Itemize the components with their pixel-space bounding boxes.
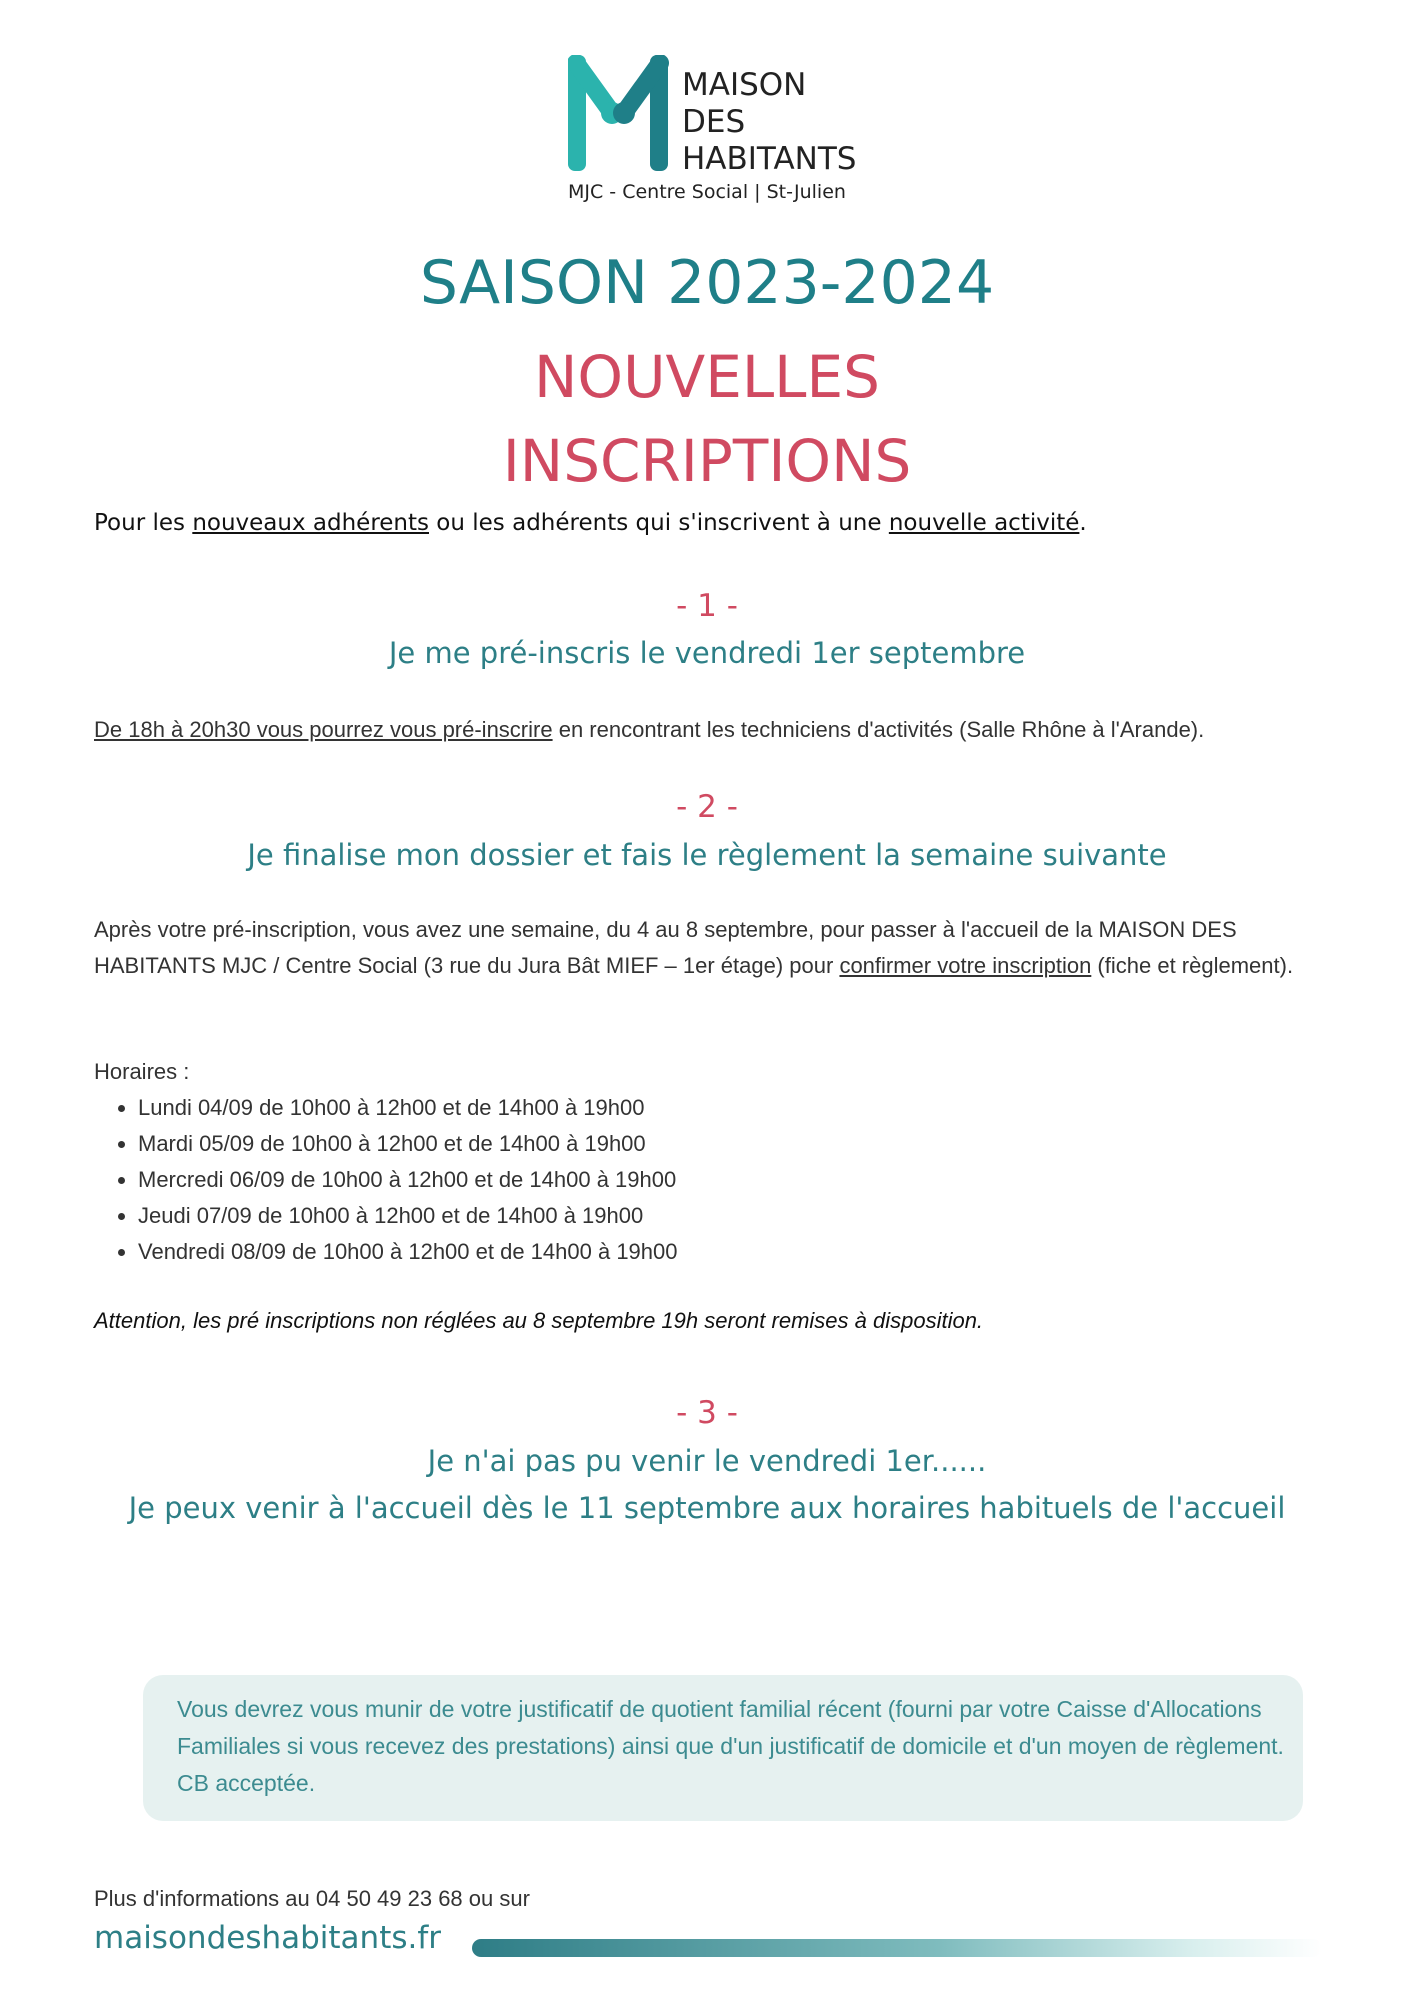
step-2-underlined: confirmer votre inscription: [839, 953, 1092, 978]
step-1-number: - 1 -: [676, 588, 738, 624]
intro-link-new-members[interactable]: nouveaux adhérents: [192, 510, 429, 536]
step-1-underlined: De 18h à 20h30 vous pourrez vous pré-inscrire: [94, 717, 553, 742]
info-box: [143, 1675, 1303, 1821]
intro-text-2: ou les adhérents qui s'inscrivent à une: [429, 510, 889, 536]
step-1-rest: en rencontrant les techniciens d'activités (Salle Rhône à l'Arande).: [552, 717, 1205, 742]
hours-item: • Jeudi 07/09 de 10h00 à 12h00 et de 14h00 à 19h00: [138, 1198, 678, 1234]
headline-line-2: INSCRIPTIONS: [502, 427, 912, 495]
logo-line-2: DES: [682, 104, 746, 140]
headline: [0, 335, 1414, 503]
logo-m-icon: [568, 55, 672, 175]
intro-link-new-activity[interactable]: nouvelle activité: [888, 510, 1080, 536]
hours-item: • Mercredi 06/09 de 10h00 à 12h00 et de 14h00 à 19h00: [138, 1162, 678, 1198]
step-2-text: [94, 912, 1334, 984]
hours-list: [94, 1090, 678, 1270]
hours-label: Horaires :: [94, 1059, 190, 1084]
step-1-text: [94, 712, 1334, 748]
step-3-title-line-2: Je peux venir à l'accueil dès le 11 septembre aux horaires habituels de l'accueil: [128, 1491, 1286, 1525]
hours-item: • Lundi 04/09 de 10h00 à 12h00 et de 14h00 à 19h00: [138, 1090, 678, 1126]
hours-item: • Vendredi 08/09 de 10h00 à 12h00 et de 14h00 à 19h00: [138, 1234, 678, 1270]
logo-line-1: MAISON: [682, 67, 807, 103]
season-title: SAISON 2023-2024: [419, 248, 995, 318]
step-1-title: Je me pré-inscris le vendredi 1er septembre: [388, 636, 1026, 670]
info-box-text: Vous devrez vous munir de votre justificatif de quotient familial récent (fourni par votre Caisse d'Allocations Familiales si vous recevez des prestations) ainsi que d'un justificatif de domicile et d'un moyen de règlement. CB acceptée.: [177, 1696, 1284, 1796]
step-2-text-2: (fiche et règlement).: [1091, 953, 1294, 978]
logo-line-3: HABITANTS: [682, 141, 857, 177]
hours-item: • Mardi 05/09 de 10h00 à 12h00 et de 14h00 à 19h00: [138, 1126, 678, 1162]
decorative-gradient-bar: [472, 1939, 1322, 1957]
intro-text-1: Pour les: [94, 510, 193, 536]
contact-text: Plus d'informations au 04 50 49 23 68 ou sur: [94, 1886, 530, 1911]
website-link[interactable]: maisondeshabitants.fr: [94, 1920, 442, 1956]
step-2-number: - 2 -: [676, 789, 738, 825]
logo-subtitle: MJC - Centre Social | St-Julien: [568, 181, 846, 203]
step-3-number: - 3 -: [676, 1395, 738, 1431]
logo-wordmark: [682, 67, 856, 178]
warning-text: Attention, les pré inscriptions non réglées au 8 septembre 19h seront remises à disposition.: [94, 1308, 984, 1333]
intro-paragraph: [94, 510, 1334, 536]
step-2-text-1: Après votre pré-inscription, vous avez une semaine, du 4 au 8 septembre, pour passer à l'accueil de la MAISON DES HABITANTS MJC / Centre Social (3 rue du Jura Bât MIEF – 1er étage) pour: [94, 917, 1237, 978]
headline-line-1: NOUVELLES: [534, 343, 880, 411]
hours-block: [94, 1054, 678, 1270]
step-3-title-line-1: Je n'ai pas pu venir le vendredi 1er......: [427, 1444, 987, 1478]
intro-text-3: .: [1079, 510, 1087, 536]
logo: [568, 55, 868, 210]
step-2-title: Je finalise mon dossier et fais le règlement la semaine suivante: [247, 838, 1167, 872]
